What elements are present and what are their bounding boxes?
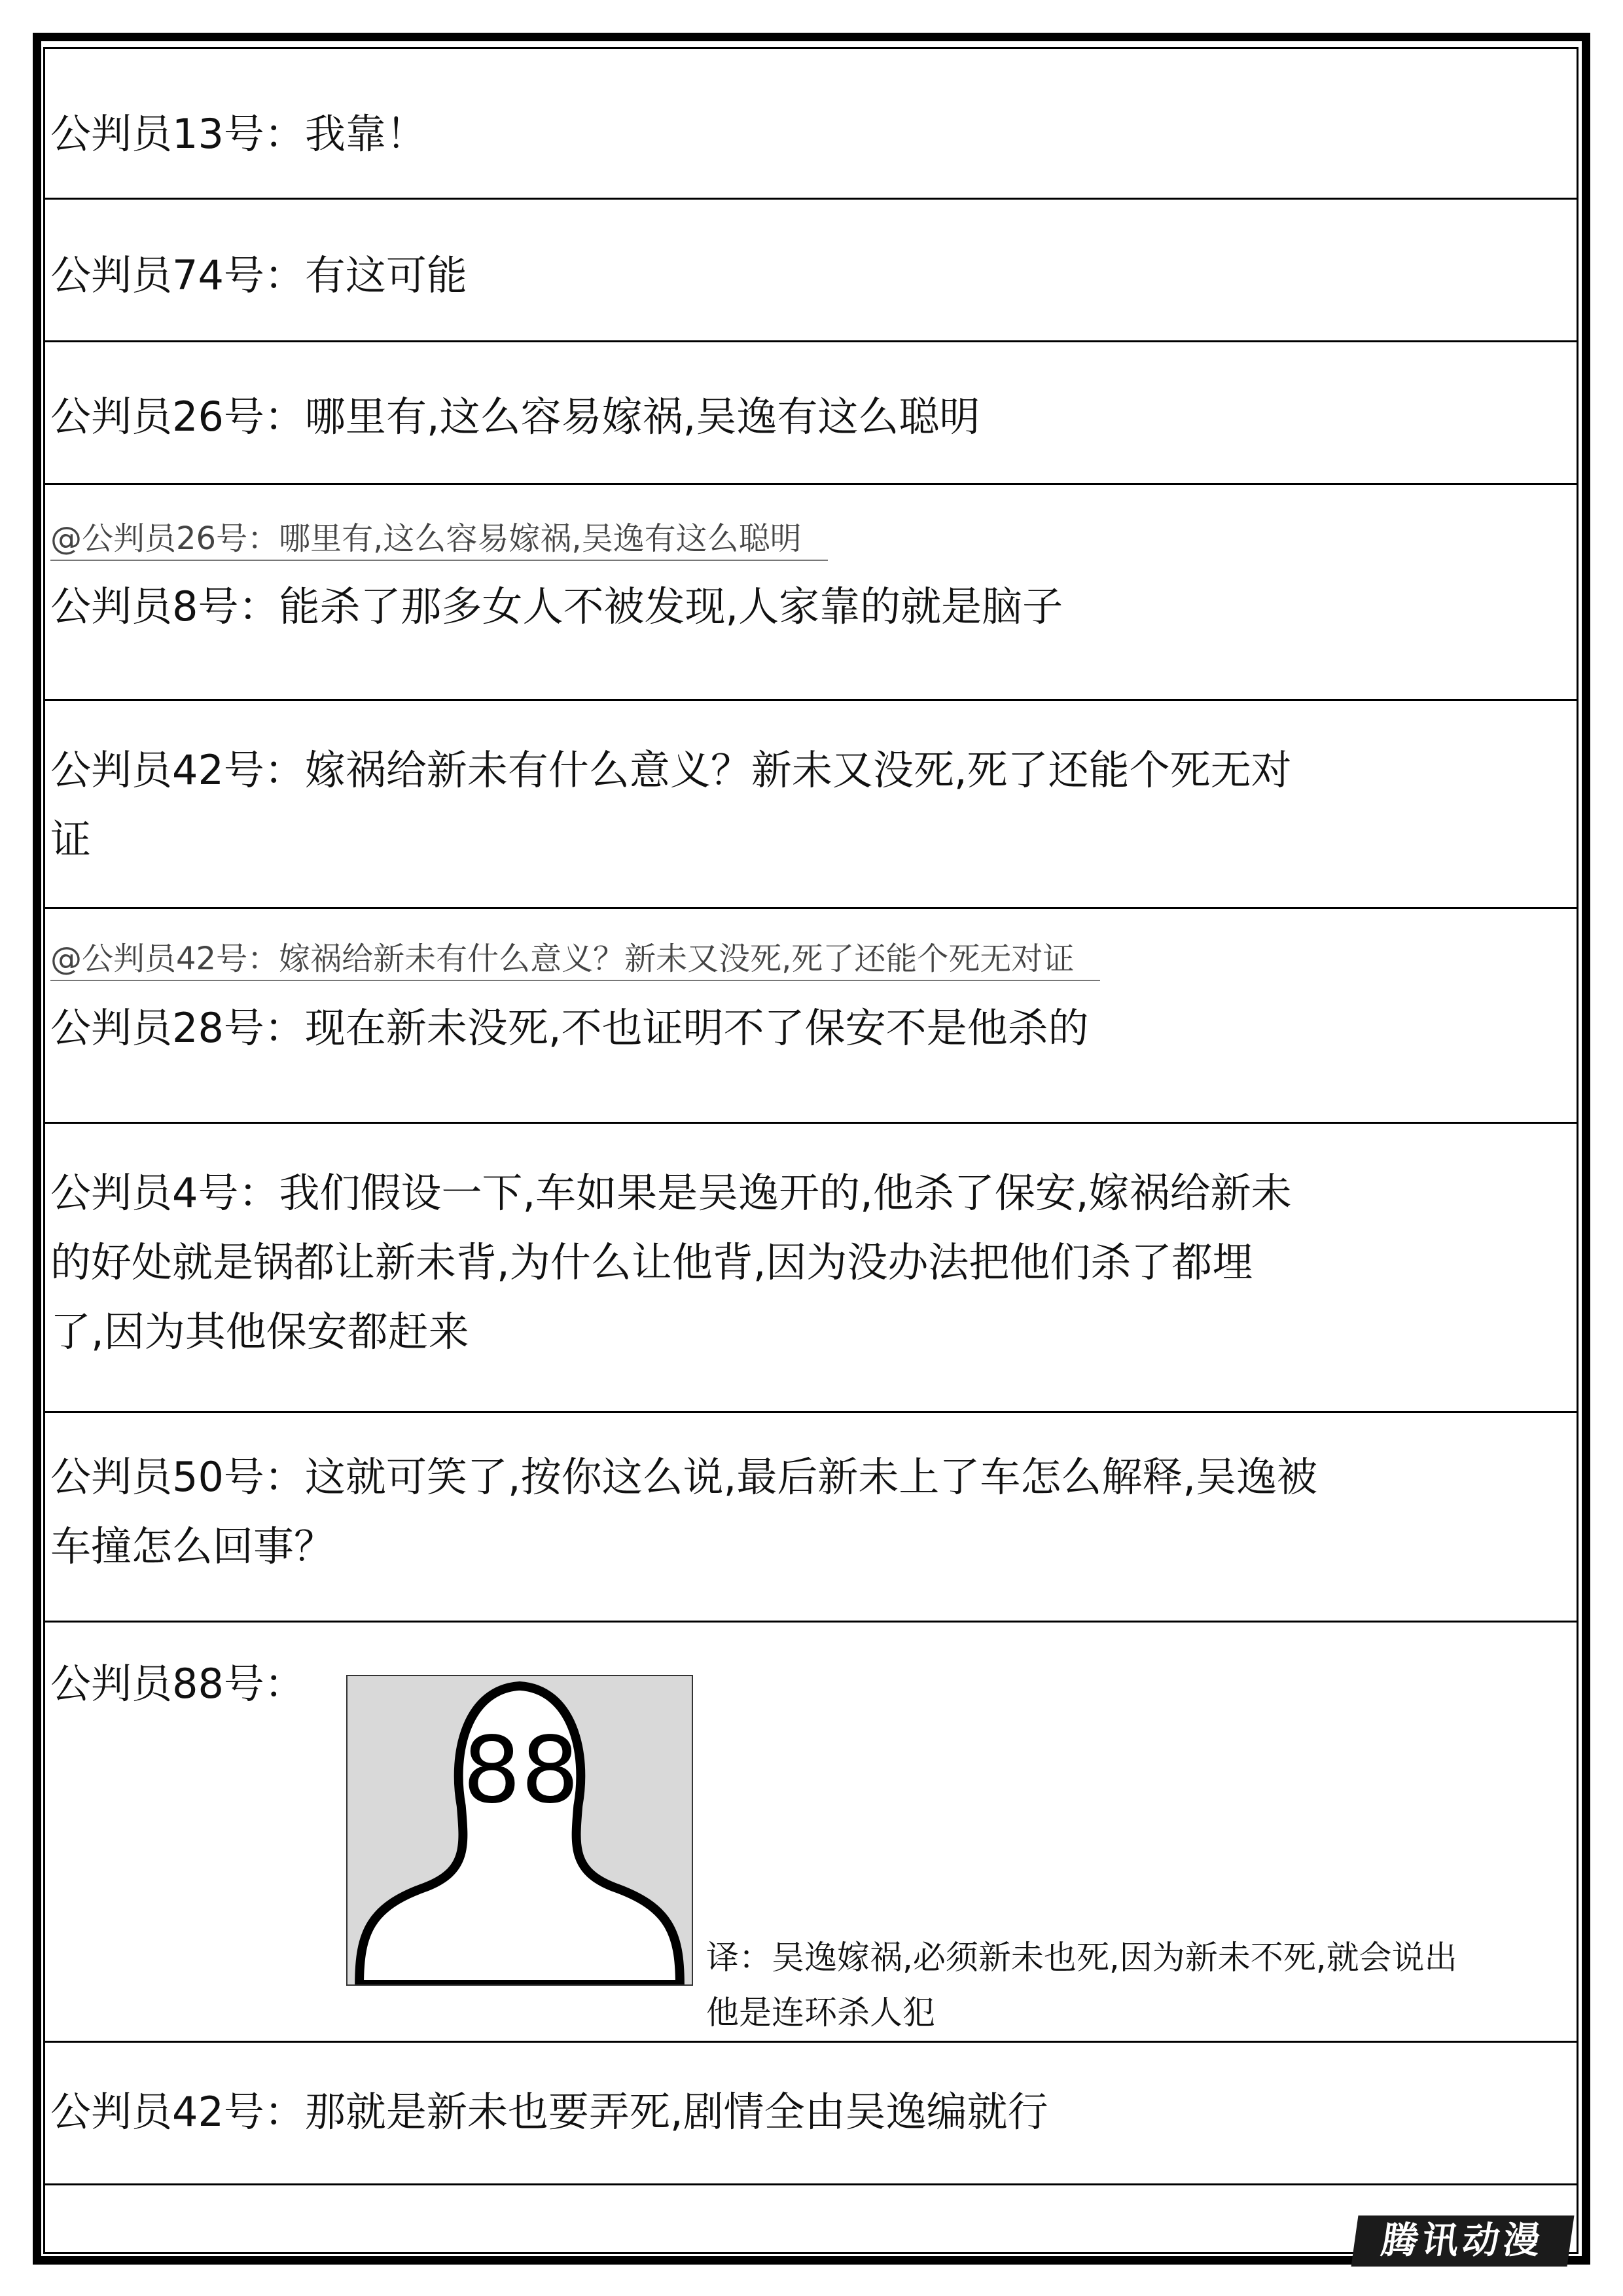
quoted-comment: @公判员42号：嫁祸给新未有什么意义？新未又没死,死了还能个死无对证 bbox=[50, 938, 1100, 981]
comment-text-continued: 车撞怎么回事？ bbox=[50, 1522, 335, 1570]
comment-text: 嫁祸给新未有什么意义？新未又没死,死了还能个死无对 bbox=[304, 746, 1292, 794]
comment-row bbox=[45, 49, 1577, 200]
comment-text: 有这可能 bbox=[304, 251, 467, 299]
commenter-name: 公判员26号： bbox=[50, 393, 305, 440]
comment-text: 能杀了那多女人不被发现,人家靠的就是脑子 bbox=[279, 583, 1063, 630]
comment-text: 这就可笑了,按你这么说,最后新未上了车怎么解释,吴逸被 bbox=[304, 1453, 1318, 1501]
comment-line bbox=[50, 1442, 1575, 1513]
avatar bbox=[346, 1675, 693, 1986]
comment-line bbox=[50, 571, 1575, 642]
commenter-name: 公判员42号： bbox=[50, 2088, 305, 2136]
comment-row bbox=[45, 342, 1577, 485]
comment-text: 现在新未没死,不也证明不了保安不是他杀的 bbox=[304, 1004, 1089, 1052]
comment-text: 我靠！ bbox=[304, 110, 427, 158]
comment-text-continued: 了,因为其他保安都赶来 bbox=[50, 1308, 469, 1355]
comment-line bbox=[50, 1649, 1575, 1719]
comment-text-continued: 的好处就是锅都让新未背,为什么让他背,因为没办法把他们杀了都埋 bbox=[50, 1238, 1253, 1286]
commenter-name: 公判员8号： bbox=[50, 583, 279, 630]
comment-line bbox=[50, 735, 1575, 806]
comment-panel bbox=[43, 47, 1578, 2254]
comment-line bbox=[50, 240, 1575, 311]
comment-text-continued: 证 bbox=[50, 816, 92, 863]
comment-row bbox=[45, 1623, 1577, 2043]
commenter-name: 公判员50号： bbox=[50, 1453, 305, 1501]
reply-row bbox=[45, 909, 1577, 1124]
avatar-number: 88 bbox=[462, 1717, 580, 1824]
comment-row bbox=[45, 2043, 1577, 2185]
commenter-name: 公判员4号： bbox=[50, 1169, 279, 1217]
comment-text: 那就是新未也要弄死,剧情全由吴逸编就行 bbox=[304, 2088, 1048, 2136]
comment-row bbox=[45, 200, 1577, 342]
commenter-name: 公判员74号： bbox=[50, 251, 305, 299]
quoted-comment: @公判员26号：哪里有,这么容易嫁祸,吴逸有这么聪明 bbox=[50, 518, 828, 561]
comment-row bbox=[45, 1124, 1577, 1413]
comment-line bbox=[50, 99, 1575, 170]
comment-row bbox=[45, 701, 1577, 909]
comment-line bbox=[50, 2077, 1575, 2147]
commenter-name: 公判员13号： bbox=[50, 110, 305, 158]
translation-note: 译：吴逸嫁祸,必须新未也死,因为新未不死,就会说出 bbox=[706, 1939, 1457, 1977]
comment-text: 我们假设一下,车如果是吴逸开的,他杀了保安,嫁祸给新未 bbox=[279, 1169, 1292, 1217]
comment-row bbox=[45, 1413, 1577, 1623]
comment-line bbox=[50, 382, 1575, 452]
commenter-name: 公判员42号： bbox=[50, 746, 305, 794]
reply-row bbox=[45, 485, 1577, 701]
commenter-name: 公判员28号： bbox=[50, 1004, 305, 1052]
translation-note-continued: 他是连环杀人犯 bbox=[706, 1994, 935, 2032]
comment-line bbox=[50, 1158, 1575, 1229]
watermark-logo: 腾讯动漫 bbox=[1351, 2215, 1575, 2267]
commenter-name: 公判员88号： bbox=[50, 1660, 305, 1708]
comment-line bbox=[50, 993, 1575, 1064]
comment-text: 哪里有,这么容易嫁祸,吴逸有这么聪明 bbox=[304, 393, 980, 440]
